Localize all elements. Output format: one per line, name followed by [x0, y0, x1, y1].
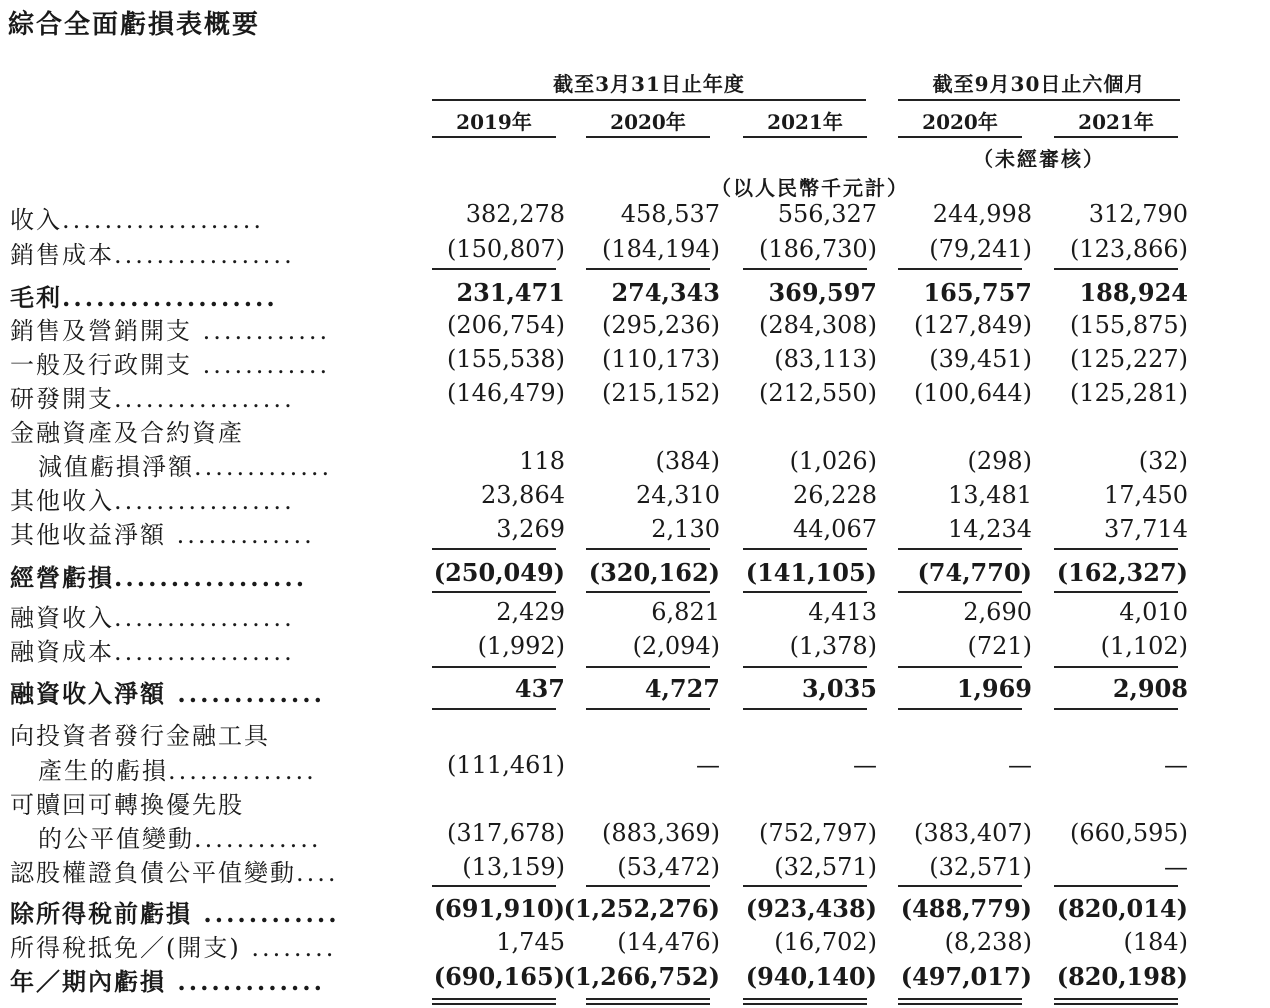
table-cell: (384)	[655, 447, 720, 475]
table-cell: 1,969	[956, 674, 1032, 703]
row-label	[10, 200, 264, 235]
table-rule	[1054, 548, 1178, 550]
page-title: 綜合全面虧損表概要	[8, 10, 261, 40]
table-cell: (32,571)	[929, 853, 1032, 881]
table-cell: (1,252,276)	[563, 894, 720, 923]
table-rule	[432, 268, 556, 270]
row-label	[10, 962, 325, 997]
table-cell: 14,234	[948, 515, 1032, 543]
year-header-rule	[898, 136, 1022, 138]
table-cell: (13,159)	[462, 853, 565, 881]
table-cell: 188,924	[1079, 278, 1188, 307]
table-rule	[586, 548, 710, 550]
table-cell: (186,730)	[759, 235, 877, 263]
row-label-text: 金融資產及合約資產	[10, 419, 244, 447]
row-label-text: 向投資者發行金融工具	[10, 722, 270, 750]
table-rule	[743, 885, 867, 887]
table-cell: (820,198)	[1056, 962, 1188, 991]
unaudited-note: （未經審核）	[973, 147, 1105, 171]
row-label-text: 一般及行政開支	[10, 351, 192, 379]
row-label-text: 經營虧損	[10, 563, 114, 592]
year-header: 2021年	[767, 110, 843, 134]
table-cell: 4,413	[808, 598, 877, 626]
table-rule	[586, 666, 710, 668]
table-cell: 3,269	[496, 515, 565, 543]
row-label	[10, 515, 315, 550]
row-label	[10, 928, 336, 963]
table-cell: 24,310	[636, 481, 720, 509]
header-group-annual-rule	[432, 99, 866, 101]
table-cell: (1,378)	[789, 632, 877, 660]
table-rule	[743, 1003, 867, 1005]
row-leader-dots: ........	[240, 934, 337, 962]
table-cell: (123,866)	[1070, 235, 1188, 263]
table-cell: 556,327	[777, 200, 877, 228]
row-label	[10, 632, 295, 667]
table-rule	[586, 998, 710, 1000]
table-cell: 118	[519, 447, 565, 475]
table-rule	[743, 666, 867, 668]
header-group-interim: 截至9月30日止六個月	[932, 72, 1146, 96]
table-cell: 458,537	[620, 200, 720, 228]
table-cell: 2,908	[1112, 674, 1188, 703]
table-cell: (1,026)	[789, 447, 877, 475]
table-rule	[586, 591, 710, 593]
table-cell: (74,770)	[917, 558, 1032, 587]
row-leader-dots: ............	[194, 825, 322, 853]
table-cell: (883,369)	[602, 819, 720, 847]
table-cell: (141,105)	[745, 558, 877, 587]
table-rule	[1054, 591, 1178, 593]
row-label-text: 融資成本	[10, 638, 114, 666]
table-cell: (100,644)	[914, 379, 1032, 407]
row-label-text: 銷售成本	[10, 241, 114, 269]
row-leader-dots: .............	[166, 521, 315, 549]
table-cell: (488,779)	[900, 894, 1032, 923]
table-rule	[743, 268, 867, 270]
table-cell: (83,113)	[774, 345, 877, 373]
table-cell: 2,690	[963, 598, 1032, 626]
table-cell: 2,130	[651, 515, 720, 543]
table-cell: (250,049)	[433, 558, 565, 587]
table-rule	[898, 1003, 1022, 1005]
table-rule	[898, 268, 1022, 270]
row-label	[10, 894, 340, 929]
table-rule	[1054, 666, 1178, 668]
table-rule	[1054, 885, 1178, 887]
table-rule	[432, 591, 556, 593]
row-label	[10, 379, 295, 414]
row-leader-dots: ............	[192, 351, 331, 379]
row-leader-dots: ...................	[62, 283, 278, 312]
table-cell: 4,010	[1119, 598, 1188, 626]
table-rule	[1054, 268, 1178, 270]
row-leader-dots: .............	[194, 453, 333, 481]
row-label-text: 除所得稅前虧損	[10, 899, 192, 928]
row-leader-dots: .................	[114, 638, 295, 666]
table-cell: (16,702)	[774, 928, 877, 956]
table-cell: (2,094)	[632, 632, 720, 660]
row-label-text: 其他收益淨額	[10, 521, 166, 549]
row-leader-dots: .................	[114, 604, 295, 632]
currency-unit-note: （以人民幣千元計）	[711, 176, 909, 200]
row-label-text: 收入	[10, 206, 62, 234]
table-cell: 2,429	[496, 598, 565, 626]
table-rule	[586, 708, 710, 710]
table-rule	[898, 708, 1022, 710]
table-cell: (206,754)	[447, 311, 565, 339]
table-rule	[586, 885, 710, 887]
row-label-text: 研發開支	[10, 385, 114, 413]
table-cell: 274,343	[611, 278, 720, 307]
row-label	[10, 345, 330, 380]
table-cell: (110,173)	[602, 345, 720, 373]
table-cell: (150,807)	[447, 235, 565, 263]
table-cell: (53,472)	[617, 853, 720, 881]
table-cell: (125,281)	[1070, 379, 1188, 407]
table-cell: (721)	[967, 632, 1032, 660]
row-label-text: 產生的虧損	[38, 757, 168, 785]
table-cell: (155,875)	[1070, 311, 1188, 339]
table-cell: (497,017)	[900, 962, 1032, 991]
table-cell: (215,152)	[602, 379, 720, 407]
table-cell: 26,228	[793, 481, 877, 509]
table-cell: —	[853, 751, 877, 779]
table-rule	[432, 666, 556, 668]
year-header: 2021年	[1078, 110, 1154, 134]
table-cell: 4,727	[644, 674, 720, 703]
row-label-text: 的公平值變動	[38, 825, 194, 853]
row-label-text: 可贖回可轉換優先股	[10, 791, 244, 819]
table-cell: 23,864	[481, 481, 565, 509]
table-rule	[898, 998, 1022, 1000]
year-header-rule	[432, 136, 556, 138]
row-label	[10, 481, 295, 516]
table-cell: (1,102)	[1100, 632, 1188, 660]
table-cell: (14,476)	[617, 928, 720, 956]
row-leader-dots: .................	[114, 241, 295, 269]
table-cell: (284,308)	[759, 311, 877, 339]
table-cell: (127,849)	[914, 311, 1032, 339]
table-rule	[432, 708, 556, 710]
row-label	[10, 311, 330, 346]
table-cell: 3,035	[801, 674, 877, 703]
row-label	[10, 785, 244, 820]
table-cell: 44,067	[793, 515, 877, 543]
table-rule	[586, 268, 710, 270]
row-leader-dots: ............	[192, 899, 340, 928]
table-cell: 6,821	[651, 598, 720, 626]
year-header: 2020年	[922, 110, 998, 134]
table-rule	[898, 591, 1022, 593]
row-label	[38, 751, 317, 786]
table-cell: (691,910)	[433, 894, 565, 923]
table-cell: 231,471	[456, 278, 565, 307]
row-label-text: 年／期內虧損	[10, 967, 166, 996]
table-rule	[1054, 708, 1178, 710]
row-label	[10, 413, 244, 448]
row-label	[38, 819, 322, 854]
row-label-text: 所得稅抵免／(開支)	[10, 934, 241, 962]
table-rule	[898, 666, 1022, 668]
table-cell: (184)	[1123, 928, 1188, 956]
table-cell: (162,327)	[1056, 558, 1188, 587]
header-group-interim-rule	[898, 99, 1180, 101]
table-rule	[898, 885, 1022, 887]
table-cell: (1,992)	[477, 632, 565, 660]
row-leader-dots: .................	[114, 563, 308, 592]
row-label-text: 銷售及營銷開支	[10, 317, 192, 345]
table-rule	[743, 708, 867, 710]
row-label	[10, 278, 278, 313]
table-cell: (383,407)	[914, 819, 1032, 847]
table-cell: (212,550)	[759, 379, 877, 407]
table-rule	[432, 885, 556, 887]
table-cell: (320,162)	[588, 558, 720, 587]
table-cell: (752,797)	[759, 819, 877, 847]
row-leader-dots: .............	[166, 967, 325, 996]
table-cell: (1,266,752)	[563, 962, 720, 991]
table-rule	[743, 998, 867, 1000]
table-rule	[432, 548, 556, 550]
row-leader-dots: ....	[296, 859, 339, 887]
table-cell: 437	[514, 674, 565, 703]
row-label-text: 融資收入淨額	[10, 679, 166, 708]
table-cell: (79,241)	[929, 235, 1032, 263]
row-leader-dots: ...................	[62, 206, 264, 234]
table-cell: —	[1164, 853, 1188, 881]
year-header-rule	[743, 136, 867, 138]
row-label-text: 減值虧損淨額	[38, 453, 194, 481]
row-label	[10, 598, 295, 633]
row-label	[10, 558, 307, 593]
table-cell: 37,714	[1104, 515, 1188, 543]
row-label-text: 認股權證負債公平值變動	[10, 859, 296, 887]
row-label-text: 毛利	[10, 283, 62, 312]
table-cell: 165,757	[923, 278, 1032, 307]
table-cell: (8,238)	[944, 928, 1032, 956]
table-cell: (295,236)	[602, 311, 720, 339]
table-cell: (146,479)	[447, 379, 565, 407]
table-cell: 382,278	[465, 200, 565, 228]
table-cell: (39,451)	[929, 345, 1032, 373]
row-leader-dots: ............	[192, 317, 331, 345]
table-cell: —	[1008, 751, 1032, 779]
table-rule	[432, 1003, 556, 1005]
table-rule	[1054, 998, 1178, 1000]
table-cell: (317,678)	[447, 819, 565, 847]
header-group-annual: 截至3月31日止年度	[553, 72, 745, 96]
table-cell: —	[1164, 751, 1188, 779]
table-rule	[743, 591, 867, 593]
table-cell: (940,140)	[745, 962, 877, 991]
row-label-text: 融資收入	[10, 604, 114, 632]
table-cell: (820,014)	[1056, 894, 1188, 923]
year-header-rule	[586, 136, 710, 138]
year-header-rule	[1054, 136, 1178, 138]
table-rule	[743, 548, 867, 550]
table-cell: (660,595)	[1070, 819, 1188, 847]
table-cell: (690,165)	[433, 962, 565, 991]
row-label	[38, 447, 332, 482]
table-rule	[586, 1003, 710, 1005]
table-cell: (184,194)	[602, 235, 720, 263]
table-cell: 17,450	[1104, 481, 1188, 509]
table-cell: (923,438)	[745, 894, 877, 923]
row-label-text: 其他收入	[10, 487, 114, 515]
row-label	[10, 674, 325, 709]
row-leader-dots: .............	[166, 679, 325, 708]
table-rule	[898, 548, 1022, 550]
row-leader-dots: .................	[114, 487, 295, 515]
table-cell: (298)	[967, 447, 1032, 475]
year-header: 2019年	[456, 110, 532, 134]
table-cell: (155,538)	[447, 345, 565, 373]
row-label	[10, 853, 339, 888]
table-cell: —	[696, 751, 720, 779]
table-rule	[432, 998, 556, 1000]
table-cell: 13,481	[948, 481, 1032, 509]
row-label	[10, 235, 295, 270]
table-cell: (111,461)	[447, 751, 565, 779]
table-cell: 1,745	[496, 928, 565, 956]
table-cell: (32,571)	[774, 853, 877, 881]
row-label	[10, 716, 270, 751]
table-cell: 369,597	[768, 278, 877, 307]
table-cell: (125,227)	[1070, 345, 1188, 373]
year-header: 2020年	[610, 110, 686, 134]
table-cell: 312,790	[1088, 200, 1188, 228]
row-leader-dots: ..............	[168, 757, 317, 785]
row-leader-dots: .................	[114, 385, 295, 413]
table-rule	[1054, 1003, 1178, 1005]
table-cell: 244,998	[932, 200, 1032, 228]
table-cell: (32)	[1138, 447, 1188, 475]
